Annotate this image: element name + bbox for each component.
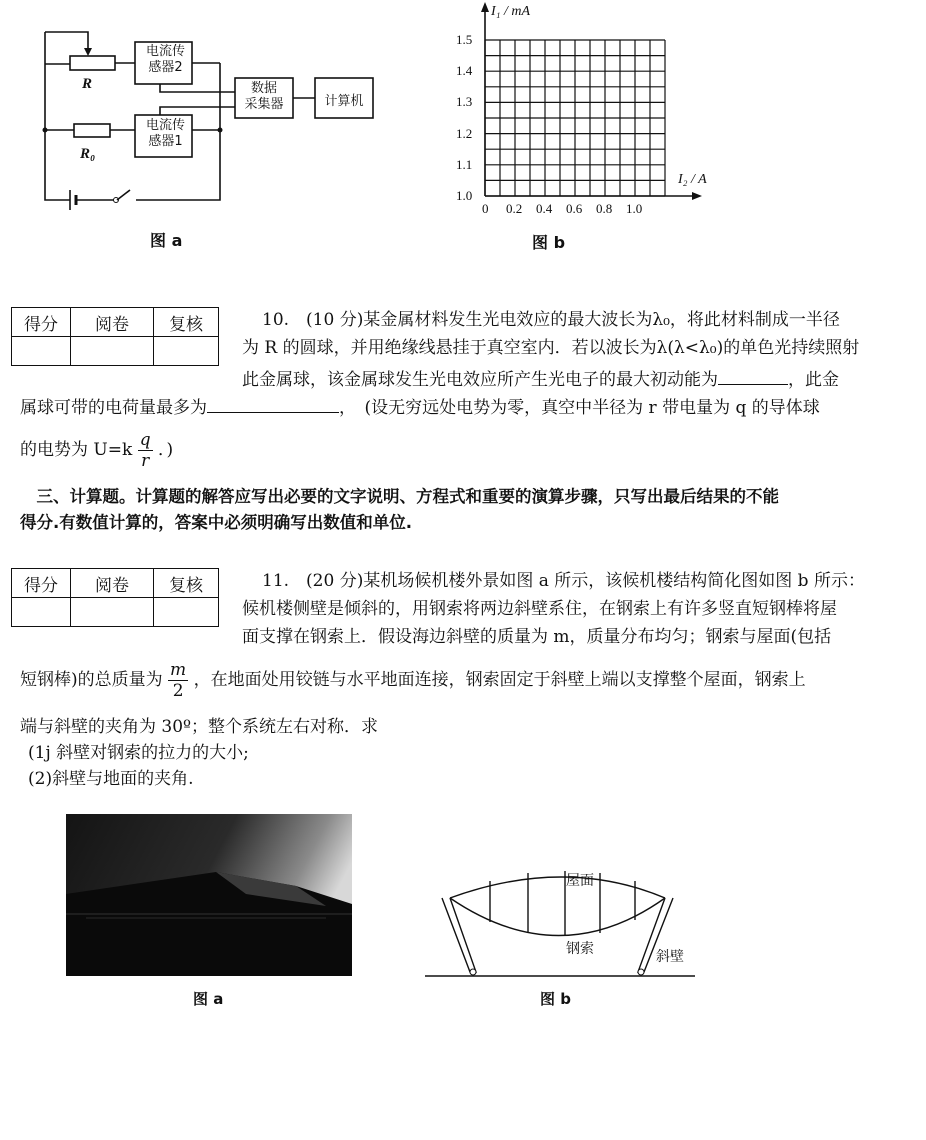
graph-grid [440, 0, 730, 230]
score-header: 得分 [12, 308, 71, 337]
recheck-header: 复核 [154, 569, 219, 598]
fig-b-caption: 图 b [532, 233, 566, 252]
x-tick-label: 0.4 [536, 201, 553, 216]
wall-label: 斜壁 [656, 949, 684, 965]
q11-fraction: $\frac{m}{2}$ [170, 660, 187, 701]
fig-a-caption: 图 a [150, 231, 183, 250]
score-table-q10 [11, 307, 219, 366]
recheck-header: 复核 [154, 308, 219, 337]
label-r: R [82, 76, 93, 92]
structure-caption: 图 b [540, 990, 571, 1008]
x-tick-label: 1.0 [626, 201, 643, 216]
q10-fraction: $\frac{q}{r}$ [139, 430, 151, 471]
review-cell[interactable] [71, 337, 154, 366]
x-tick-label: 0.8 [596, 201, 613, 216]
sensor1-label: 电流传 感器1 [145, 118, 185, 149]
q10-line4: 属球可带的电荷量最多为 ， (设无穷远处电势为零，真空中半径为 r 带电量为 q 的导体球 [20, 398, 820, 418]
y-tick-label: 1.5 [456, 32, 473, 47]
y-tick-label: 1.1 [456, 156, 473, 172]
y-tick-label: 1.2 [456, 125, 473, 141]
q11-line1: 11. (20 分)某机场候机楼外景如图 a 所示，该候机楼结构简化图如图 b 所示： [262, 571, 865, 591]
photo-caption: 图 a [193, 990, 224, 1008]
x-tick-label: 0.2 [506, 201, 523, 216]
score-cell[interactable] [12, 337, 71, 366]
q11-line5: 端与斜壁的夹角为 30º；整个系统左右对称．求 [20, 717, 379, 737]
y-tick-label: 1.3 [456, 94, 473, 110]
answer-blank-1[interactable] [718, 368, 788, 385]
daq-label: 数据 采集器 [244, 81, 284, 112]
q11-line3: 面支撑在钢索上．假设海边斜壁的质量为 m，质量分布均匀；钢索与屋面(包括 [242, 627, 832, 647]
q11-line4: 短钢棒)的总质量为 $\frac{m}{2}$ ，在地面处用铰链与水平地面连接，钢索固定于斜壁上端以支撑整个屋面，钢索上 [20, 660, 806, 701]
section3-line1: 三、计算题。计算题的解答应写出必要的文字说明、方程式和重要的演算步骤，只写出最后结果的不能 [20, 487, 779, 506]
q10-line3: 此金属球，该金属球发生光电效应所产生光电子的最大初动能为 ，此金 [242, 370, 839, 390]
review-cell[interactable] [71, 598, 154, 627]
score-cell[interactable] [12, 598, 71, 627]
q11-item1: (1j 斜壁对钢索的拉力的大小; [28, 743, 249, 763]
y-tick-label: 1.4 [456, 63, 473, 79]
cable-label: 钢索 [566, 941, 594, 957]
roof-label: 屋面 [566, 873, 594, 889]
q11-line2: 候机楼侧壁是倾斜的，用钢索将两边斜壁系住，在钢索上有许多竖直短钢棒将屋 [242, 599, 837, 619]
answer-blank-2[interactable] [207, 396, 339, 413]
q10-line2: 为 R 的圆球，并用绝缘线悬挂于真空室内．若以波长为λ(λ<λ₀)的单色光持续照射 [242, 338, 860, 358]
recheck-cell[interactable] [154, 598, 219, 627]
label-r0: R₀ [80, 146, 96, 162]
q10-line5: 的电势为 U=k $\frac{q}{r}$ ．) [20, 430, 174, 471]
x-tick-label: 0 [482, 201, 489, 216]
x-tick-label: 0.6 [566, 201, 583, 216]
y-axis-label: I₁ / mA [491, 4, 531, 19]
x-axis-label: I₂ / A [678, 172, 707, 187]
review-header: 阅卷 [71, 569, 154, 598]
airport-photo [66, 814, 352, 976]
computer-label: 计算机 [324, 94, 364, 109]
score-header: 得分 [12, 569, 71, 598]
recheck-cell[interactable] [154, 337, 219, 366]
y-tick-label: 1.0 [456, 188, 473, 203]
circuit-diagram [30, 20, 390, 260]
sensor2-label: 电流传 感器2 [145, 44, 185, 75]
section3-line2: 得分.有数值计算的，答案中必须明确写出数值和单位. [20, 513, 413, 532]
review-header: 阅卷 [71, 308, 154, 337]
q10-line1: 10. (10 分)某金属材料发生光电效应的最大波长为λ₀，将此材料制成一半径 [262, 310, 840, 330]
score-table-q11 [11, 568, 219, 627]
q11-item2: (2)斜壁与地面的夹角. [28, 769, 194, 789]
